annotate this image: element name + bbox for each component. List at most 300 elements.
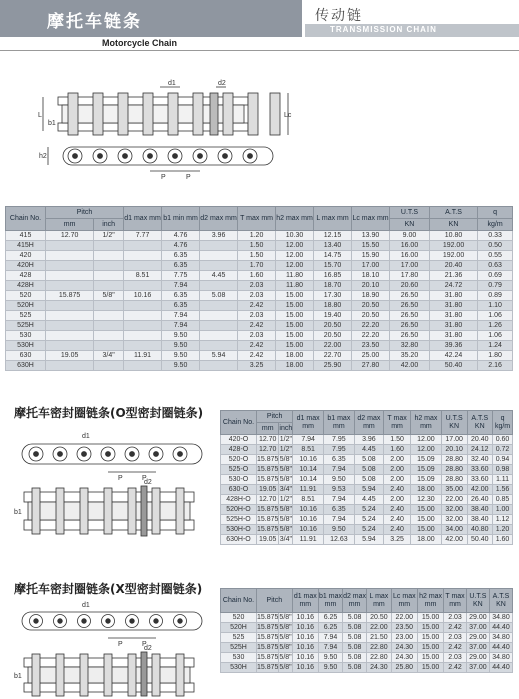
table-cell: 37.00: [466, 623, 489, 633]
table-cell: 17.00: [390, 261, 430, 271]
table-cell: [124, 321, 162, 331]
o-col-pitch: Pitch: [257, 411, 293, 423]
table-cell: 1.00: [493, 505, 513, 515]
table-cell: [200, 311, 238, 321]
table-cell: 12.70: [257, 435, 279, 445]
table-cell: 32.00: [441, 505, 467, 515]
table-row: [6, 311, 513, 321]
x-col-b1: b1 max mm: [318, 589, 342, 613]
table-cell: 5.08: [343, 613, 367, 623]
table-cell: 35.20: [390, 351, 430, 361]
col-d1: d1 max mm: [124, 207, 162, 231]
table-cell: 12.00: [411, 435, 442, 445]
table-cell: 9.50: [324, 475, 355, 485]
table-cell: 19.05: [257, 535, 279, 545]
table-cell: 15.70: [314, 261, 352, 271]
table-cell: 630-O: [221, 485, 257, 495]
table-cell: 5/8": [279, 633, 292, 641]
table-row: [221, 633, 513, 643]
table-cell: 34.00: [441, 525, 467, 535]
table-cell: 525: [221, 633, 257, 643]
o-col-q: q kg/m: [493, 411, 513, 435]
table-cell: 44.40: [489, 643, 512, 653]
table-cell: 1.11: [493, 475, 513, 485]
table-cell: 32.40: [467, 455, 493, 465]
table-cell: 525H-O: [221, 515, 257, 525]
table-cell: 10.30: [276, 231, 314, 241]
table-cell: 420: [6, 251, 46, 261]
table-cell: 15.875: [257, 633, 279, 641]
table-cell: 25.00: [352, 351, 390, 361]
table-cell: 26.50: [390, 331, 430, 341]
table-row: [6, 331, 513, 341]
table-cell: 20.40: [467, 435, 493, 445]
table-row: [221, 455, 513, 465]
table-cell: 50.40: [429, 361, 477, 371]
table-cell: 15.00: [417, 643, 443, 653]
table-cell: 50.40: [467, 535, 493, 545]
table-cell: 37.00: [466, 643, 489, 653]
o-col-h2: h2 max mm: [411, 411, 442, 435]
table-cell: 2.00: [384, 475, 411, 485]
table-cell: 19.05: [257, 485, 279, 495]
table-cell: 6.35: [162, 261, 200, 271]
table-cell: 2.03: [444, 613, 467, 623]
table-cell: 39.36: [429, 341, 477, 351]
table-cell: 15.875: [257, 465, 279, 473]
table-cell: 420H: [6, 261, 46, 271]
table-cell: 1.26: [478, 321, 513, 331]
table-cell: 6.35: [162, 301, 200, 311]
table-cell: [124, 331, 162, 341]
table-cell: 1/2": [94, 231, 124, 241]
table-cell: 15.00: [417, 613, 443, 623]
table-cell: 20.50: [352, 301, 390, 311]
table-cell: 15.00: [276, 331, 314, 341]
table-cell: 29.00: [466, 633, 489, 643]
table-cell: 1.24: [478, 341, 513, 351]
table-cell: 0.63: [478, 261, 513, 271]
page-title: 摩托车链条: [47, 12, 142, 32]
table-cell: 10.14: [293, 465, 324, 475]
table-cell: 9.53: [324, 485, 355, 495]
x-dim-d2: d2: [144, 645, 152, 652]
table-cell: 18.00: [411, 485, 442, 495]
table-cell: 31.80: [429, 301, 477, 311]
table-cell: 520H-O: [221, 505, 257, 515]
table-cell: 3.96: [200, 231, 238, 241]
table-cell: 15.00: [276, 301, 314, 311]
table-cell: 4.45: [354, 495, 383, 505]
table-cell: 5/8": [279, 475, 292, 483]
table-cell: 38.40: [467, 505, 493, 515]
table-cell: 2.00: [384, 455, 411, 465]
table-cell: 7.94: [324, 465, 355, 475]
table-cell: 10.14: [293, 475, 324, 485]
table-cell: 1.20: [493, 525, 513, 535]
table-cell: 15.875: [257, 613, 279, 621]
table-cell: 4.76: [162, 231, 200, 241]
table-cell: 9.00: [390, 231, 430, 241]
table-cell: 2.03: [238, 281, 276, 291]
table-cell: 0.69: [478, 271, 513, 281]
table-cell: 0.33: [478, 231, 513, 241]
table-cell: 27.80: [352, 361, 390, 371]
table-cell: 15.875: [257, 525, 279, 533]
table-cell: 4.45: [200, 271, 238, 281]
table-cell: 11.91: [124, 351, 162, 361]
table-cell: 14.75: [314, 251, 352, 261]
table-cell: 8.51: [293, 495, 324, 505]
table-cell: 3/4": [279, 485, 292, 493]
table-cell: 6.35: [162, 291, 200, 301]
table-cell: 31.80: [429, 311, 477, 321]
table-cell: 1.10: [478, 301, 513, 311]
table-cell: 24.72: [429, 281, 477, 291]
table-row: [221, 475, 513, 485]
table-cell: 15.875: [257, 623, 279, 631]
o-col-d2: d2 max mm: [354, 411, 383, 435]
table-cell: 2.16: [478, 361, 513, 371]
table-cell: 33.60: [467, 475, 493, 485]
table-cell: 34.80: [489, 653, 512, 663]
table-cell: 428: [6, 271, 46, 281]
table-cell: [94, 341, 124, 351]
table-cell: 520: [221, 613, 257, 623]
table-cell: 415H: [6, 241, 46, 251]
table-cell: 10.16: [293, 515, 324, 525]
table-cell: 15.00: [417, 623, 443, 633]
table-cell: [124, 361, 162, 371]
table-cell: [94, 361, 124, 371]
table-row: [221, 435, 513, 445]
table-cell: 530H-O: [221, 525, 257, 535]
col-q: q: [478, 207, 513, 219]
table-cell: 0.98: [493, 465, 513, 475]
table-cell: 0.89: [478, 291, 513, 301]
table-cell: 5.24: [354, 505, 383, 515]
x-col-d2: d2 max mm: [343, 589, 367, 613]
table-cell: [46, 261, 94, 271]
table-cell: 31.80: [429, 331, 477, 341]
table-cell: [200, 331, 238, 341]
table-cell: 2.00: [384, 495, 411, 505]
table-cell: 18.00: [411, 535, 442, 545]
table-cell: 12.30: [411, 495, 442, 505]
x-col-ats: A.T.S KN: [489, 589, 512, 613]
table-cell: 15.875: [257, 653, 279, 661]
col-uts-unit: KN: [390, 219, 430, 231]
table-cell: 11.80: [276, 281, 314, 291]
table-cell: 7.94: [293, 435, 324, 445]
table-cell: 5.94: [200, 351, 238, 361]
table-cell: [200, 261, 238, 271]
table-cell: 28.80: [441, 455, 467, 465]
table-cell: 26.50: [390, 291, 430, 301]
table-cell: 7.77: [124, 231, 162, 241]
table-cell: 3.25: [238, 361, 276, 371]
table-cell: 428H: [6, 281, 46, 291]
table-cell: [94, 271, 124, 281]
table-cell: 2.40: [384, 485, 411, 495]
table-cell: 1/2": [279, 435, 292, 443]
o-col-pitch-mm: mm: [257, 423, 279, 435]
table-cell: 15.09: [411, 475, 442, 485]
table-cell: 525-O: [221, 465, 257, 475]
table-cell: 18.70: [314, 281, 352, 291]
table-cell: 38.40: [467, 515, 493, 525]
table-row: [6, 361, 513, 371]
col-q-unit: kg/m: [478, 219, 513, 231]
col-d2: d2 max mm: [200, 207, 238, 231]
table-cell: 428-O: [221, 445, 257, 455]
col-chain-no: Chain No.: [6, 207, 46, 231]
table-cell: 2.00: [384, 465, 411, 475]
table-row: [221, 613, 513, 623]
table-cell: [94, 331, 124, 341]
dim-d2: d2: [218, 80, 226, 87]
table-cell: 5.24: [354, 525, 383, 535]
chain-drawing-standard: [38, 80, 298, 195]
table-cell: 5.08: [200, 291, 238, 301]
table-cell: 20.10: [441, 445, 467, 455]
table-cell: 6.25: [318, 623, 342, 633]
x-dim-d1: d1: [82, 602, 90, 609]
table-cell: 7.94: [162, 281, 200, 291]
table-cell: 6.35: [324, 455, 355, 465]
dim-b1: b1: [48, 120, 56, 127]
table-cell: 530: [221, 653, 257, 663]
chain-drawing-x-ring: [14, 598, 214, 698]
table-cell: [124, 311, 162, 321]
o-col-chain-no: Chain No.: [221, 411, 257, 435]
table-cell: 6.35: [324, 505, 355, 515]
table-cell: 5.08: [343, 663, 367, 673]
table-cell: 1.60: [238, 271, 276, 281]
table-cell: 0.50: [478, 241, 513, 251]
table-cell: 5.08: [354, 465, 383, 475]
x-col-t: T max mm: [444, 589, 467, 613]
col-h2: h2 max mm: [276, 207, 314, 231]
table-cell: 9.50: [162, 361, 200, 371]
table-cell: 28.80: [441, 475, 467, 485]
table-cell: 12.70: [257, 495, 279, 505]
table-cell: 5/8": [279, 623, 292, 631]
table-cell: 9.50: [162, 351, 200, 361]
table-cell: 11.91: [293, 485, 324, 495]
table-cell: 1.60: [493, 535, 513, 545]
table-cell: 15.875: [257, 455, 279, 463]
table-cell: 9.50: [318, 653, 342, 663]
col-uts: U.T.S: [390, 207, 430, 219]
table-cell: 26.40: [467, 495, 493, 505]
table-cell: 10.80: [429, 231, 477, 241]
table-cell: [46, 281, 94, 291]
table-cell: 2.03: [444, 633, 467, 643]
table-cell: 4.76: [162, 241, 200, 251]
col-lc: Lc max mm: [352, 207, 390, 231]
table-cell: 15.00: [417, 663, 443, 673]
table-cell: 5.08: [354, 475, 383, 485]
table-cell: 18.80: [314, 301, 352, 311]
x-col-chain-no: Chain No.: [221, 589, 257, 613]
table-row: [221, 445, 513, 455]
table-cell: 26.50: [390, 301, 430, 311]
table-cell: 10.16: [292, 653, 318, 663]
category-subtitle: TRANSMISSION CHAIN: [330, 25, 437, 34]
table-row: [221, 515, 513, 525]
x-dim-p2: P: [142, 641, 147, 648]
table-cell: 22.20: [352, 331, 390, 341]
table-cell: 1.50: [238, 251, 276, 261]
table-cell: 22.80: [367, 653, 392, 663]
table-cell: 12.00: [411, 445, 442, 455]
o-col-uts: U.T.S KN: [441, 411, 467, 435]
table-cell: 17.00: [441, 435, 467, 445]
table-row: [221, 535, 513, 545]
table-cell: 20.40: [429, 261, 477, 271]
table-cell: 42.00: [390, 361, 430, 371]
table-cell: 3.25: [384, 535, 411, 545]
x-col-pitch: Pitch: [257, 589, 293, 613]
table-cell: 13.40: [314, 241, 352, 251]
table-cell: 22.20: [352, 321, 390, 331]
table-cell: 0.72: [493, 445, 513, 455]
table-cell: [124, 261, 162, 271]
table-cell: 2.40: [384, 505, 411, 515]
table-cell: [46, 361, 94, 371]
table-cell: 5.24: [354, 515, 383, 525]
o-dim-d1: d1: [82, 433, 90, 440]
table-row: [6, 321, 513, 331]
table-cell: 192.00: [429, 251, 477, 261]
spec-table-x-ring: [220, 588, 513, 673]
table-cell: 1.50: [238, 241, 276, 251]
table-cell: 37.00: [466, 663, 489, 673]
table-cell: 12.70: [46, 231, 94, 241]
table-cell: 42.00: [467, 485, 493, 495]
table-cell: 5.08: [343, 633, 367, 643]
table-cell: 2.42: [238, 341, 276, 351]
table-cell: 24.12: [467, 445, 493, 455]
table-cell: 8.51: [293, 445, 324, 455]
table-cell: 0.60: [493, 435, 513, 445]
table-cell: 7.94: [162, 321, 200, 331]
table-cell: 15.50: [352, 241, 390, 251]
table-cell: 17.30: [314, 291, 352, 301]
table-cell: 26.50: [390, 311, 430, 321]
dim-l: L: [38, 112, 42, 119]
table-cell: [94, 301, 124, 311]
table-row: [221, 643, 513, 653]
x-dim-p1: P: [118, 641, 123, 648]
table-cell: 19.05: [46, 351, 94, 361]
o-dim-d2: d2: [144, 479, 152, 486]
table-cell: 12.63: [324, 535, 355, 545]
table-row: [6, 271, 513, 281]
table-cell: [124, 281, 162, 291]
table-cell: 5/8": [279, 525, 292, 533]
table-cell: 525H: [221, 643, 257, 653]
col-ats-unit: KN: [429, 219, 477, 231]
table-cell: 9.50: [162, 331, 200, 341]
o-col-t: T max mm: [384, 411, 411, 435]
o-col-d1: d1 max mm: [293, 411, 324, 435]
table-cell: 24.30: [391, 653, 417, 663]
table-cell: [200, 281, 238, 291]
x-col-l: L max mm: [367, 589, 392, 613]
table-cell: 2.40: [384, 515, 411, 525]
table-cell: [200, 241, 238, 251]
table-row: [221, 525, 513, 535]
table-row: [221, 653, 513, 663]
table-cell: 15.90: [352, 251, 390, 261]
spec-table-o-ring: [220, 410, 513, 545]
table-cell: 15.00: [276, 341, 314, 351]
table-cell: 5.08: [343, 623, 367, 633]
table-cell: 2.03: [238, 311, 276, 321]
table-cell: 15.00: [411, 515, 442, 525]
table-cell: 24.30: [391, 643, 417, 653]
table-cell: 5/8": [279, 465, 292, 473]
table-cell: [46, 341, 94, 351]
table-cell: [46, 271, 94, 281]
table-row: [221, 495, 513, 505]
x-col-h2: h2 max mm: [417, 589, 443, 613]
table-cell: 8.51: [124, 271, 162, 281]
table-cell: 15.00: [417, 633, 443, 643]
table-cell: [124, 251, 162, 261]
table-cell: 10.16: [292, 633, 318, 643]
table-cell: 22.00: [441, 495, 467, 505]
table-cell: 17.00: [352, 261, 390, 271]
table-cell: 630: [6, 351, 46, 361]
table-cell: 2.40: [384, 525, 411, 535]
table-cell: 9.50: [162, 341, 200, 351]
table-cell: 420-O: [221, 435, 257, 445]
table-cell: 7.94: [162, 311, 200, 321]
table-cell: 1.20: [238, 231, 276, 241]
table-row: [6, 231, 513, 241]
table-cell: 2.42: [444, 663, 467, 673]
table-cell: 5.94: [354, 485, 383, 495]
table-cell: 530H: [6, 341, 46, 351]
col-t: T max mm: [238, 207, 276, 231]
page-subtitle: Motorcycle Chain: [102, 38, 178, 48]
table-cell: 11.80: [276, 271, 314, 281]
table-cell: 15.875: [257, 515, 279, 523]
table-cell: 23.50: [352, 341, 390, 351]
table-cell: 11.91: [293, 535, 324, 545]
table-cell: 2.42: [444, 643, 467, 653]
table-cell: 3.96: [354, 435, 383, 445]
table-cell: 21.36: [429, 271, 477, 281]
table-cell: 1.06: [478, 311, 513, 321]
table-cell: 16.85: [314, 271, 352, 281]
dim-d1: d1: [168, 80, 176, 87]
table-cell: 630H: [6, 361, 46, 371]
table-cell: 22.80: [367, 643, 392, 653]
table-cell: 7.94: [318, 643, 342, 653]
table-cell: 7.75: [162, 271, 200, 281]
table-cell: [124, 301, 162, 311]
table-cell: 1.80: [478, 351, 513, 361]
spec-table-standard: [5, 206, 513, 371]
table-cell: 1/2": [279, 445, 292, 453]
table-cell: 15.00: [276, 311, 314, 321]
table-cell: [94, 281, 124, 291]
o-col-ats: A.T.S KN: [467, 411, 493, 435]
